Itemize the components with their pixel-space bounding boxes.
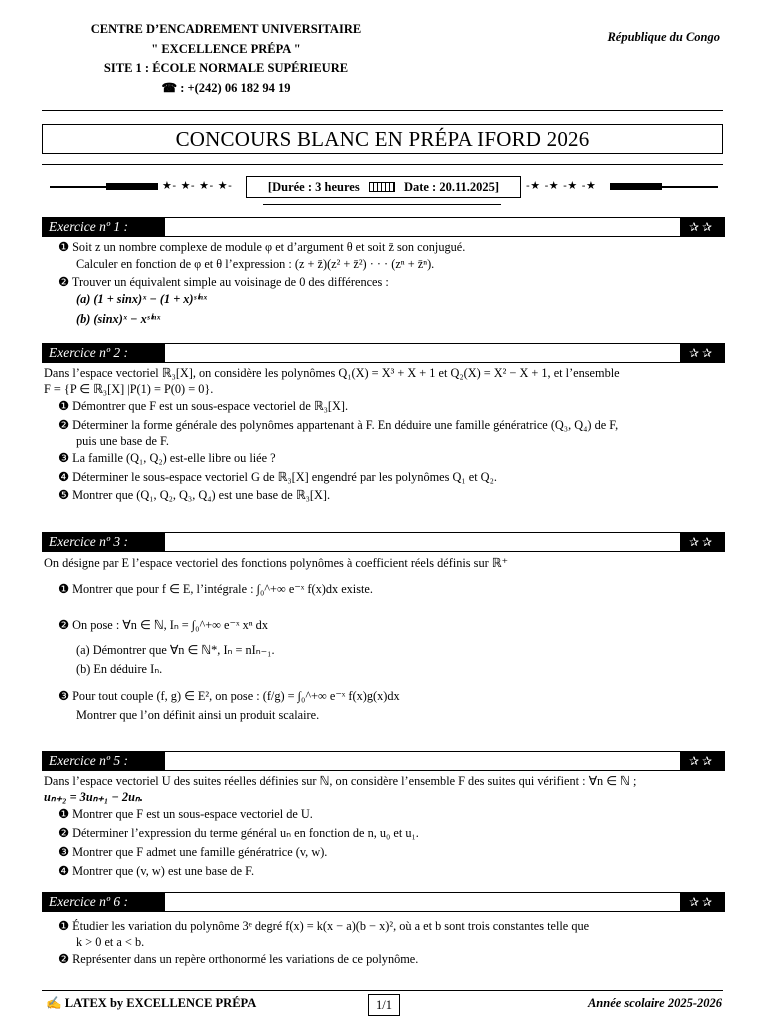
school-year: Année scolaire 2025-2026 — [587, 996, 722, 1010]
institution-header — [52, 20, 400, 98]
ex3-line-1: On désigne par E l’espace vectoriel des fonctions polynômes à coefficient réels définis sur ℝ⁺ — [44, 556, 509, 570]
banner-bar-right — [610, 183, 662, 190]
calendar-icon — [369, 182, 395, 192]
country-label: République du Congo — [607, 30, 720, 44]
ex3-line-4: (a) Démontrer que ∀n ∈ ℕ*, Iₙ = nIₙ₋₁. — [76, 643, 275, 657]
difficulty-stars-icon: ✰✰ — [680, 752, 724, 770]
difficulty-stars-icon: ✰✰ — [680, 533, 724, 551]
ex3-line-3: ❷ On pose : ∀n ∈ ℕ, Iₙ = ∫₀^+∞ e⁻ˣ xⁿ dx — [58, 618, 268, 632]
ex2-line-1: Dans l’espace vectoriel ℝ₃[X], on considère les polynômes Q₁(X) = X³ + X + 1 et Q₂(X) = X² − X + 1, et l’ensemble — [44, 366, 620, 380]
exercise-1-header — [42, 217, 725, 237]
ex2-line-8: ❺ Montrer que (Q₁, Q₂, Q₃, Q₄) est une base de ℝ₃[X]. — [58, 488, 331, 502]
ex3-line-7: Montrer que l’on définit ainsi un produit scalaire. — [76, 708, 320, 722]
site-name: SITE 1 : ÉCOLE NORMALE SUPÉRIEURE — [103, 61, 349, 75]
difficulty-stars-icon: ✰✰ — [680, 344, 724, 362]
ex1-line-3: ❷ Trouver un équivalent simple au voisinage de 0 des différences : — [58, 275, 389, 289]
ex5-line-6: ❹ Montrer que (v, w) est une base de F. — [58, 864, 255, 878]
ex2-line-6: ❸ La famille (Q₁, Q₂) est-elle libre ou liée ? — [58, 451, 276, 465]
banner-rule-right — [662, 186, 718, 188]
ex3-line-5: (b) En déduire Iₙ. — [76, 662, 163, 676]
exercise-5-header — [42, 751, 725, 771]
ex5-line-2: uₙ₊₂ = 3uₙ₊₁ − 2uₙ. — [44, 790, 143, 804]
footer-credit: ✍ LATEX by EXCELLENCE PRÉPA — [46, 996, 257, 1010]
difficulty-stars-icon: ✰✰ — [680, 218, 724, 236]
exercise-6-header — [42, 892, 725, 912]
exam-title: CONCOURS BLANC EN PRÉPA IFORD 2026 — [42, 124, 723, 154]
footer-divider — [42, 990, 723, 991]
exercise-2-header — [42, 343, 725, 363]
ex2-line-5: puis une base de F. — [76, 434, 169, 448]
exercise-1-label: Exercice nº 1 : — [43, 218, 165, 236]
exercise-3-header — [42, 532, 725, 552]
ex6-line-1: ❶ Étudier les variation du polynôme 3ᵉ degré f(x) = k(x − a)(b − x)², où a et b sont trois constantes telle que — [58, 919, 590, 933]
ex5-line-1: Dans l’espace vectoriel U des suites réelles définies sur ℕ, on considère l’ensemble F des suites qui vérifient : ∀n ∈ ℕ ; — [44, 774, 637, 788]
exam-date: Date : 20.11.2025] — [403, 180, 500, 194]
page-number: 1/1 — [368, 994, 400, 1016]
ex3-line-6: ❸ Pour tout couple (f, g) ∈ E², on pose : (f/g) = ∫₀^+∞ e⁻ˣ f(x)g(x)dx — [58, 689, 400, 703]
ex1-line-5: (b) (sinx)ˣ − xˢⁱⁿˣ — [76, 312, 161, 326]
ex5-line-4: ❷ Déterminer l’expression du terme général uₙ en fonction de n, u₀ et u₁. — [58, 826, 419, 840]
exercise-3-label: Exercice nº 3 : — [43, 533, 165, 551]
institution-subname: " EXCELLENCE PRÉPA " — [151, 41, 301, 56]
duration-underline — [263, 204, 501, 205]
ex6-line-3: ❷ Représenter dans un repère orthonormé les variations de ce polynôme. — [58, 952, 419, 966]
exercise-2-label: Exercice nº 2 : — [43, 344, 165, 362]
duration-banner — [50, 176, 718, 198]
banner-bar-left — [106, 183, 158, 190]
phone-number: ☎ : +(242) 06 182 94 19 — [161, 80, 291, 95]
exercise-6-label: Exercice nº 6 : — [43, 893, 165, 911]
ex2-line-3: ❶ Démontrer que F est un sous-espace vectoriel de ℝ₃[X]. — [58, 399, 349, 413]
ex1-line-1: ❶ Soit z un nombre complexe de module φ et d’argument θ et soit z̄ son conjugué. — [58, 240, 466, 254]
ex2-line-2: F = {P ∈ ℝ₃[X] |P(1) = P(0) = 0}. — [44, 382, 214, 396]
ex2-line-7: ❹ Déterminer le sous-espace vectoriel G de ℝ₃[X] engendré par les polynômes Q₁ et Q₂. — [58, 470, 497, 484]
ex1-line-4: (a) (1 + sinx)ˣ − (1 + x)ˢⁱⁿˣ — [76, 292, 208, 306]
title-divider — [42, 164, 723, 165]
institution-name: CENTRE D’ENCADREMENT UNIVERSITAIRE — [90, 22, 362, 36]
exercise-5-label: Exercice nº 5 : — [43, 752, 165, 770]
ex3-line-2: ❶ Montrer que pour f ∈ E, l’intégrale : ∫₀^+∞ e⁻ˣ f(x)dx existe. — [58, 582, 373, 596]
header-divider — [42, 110, 723, 111]
star-decoration-left: ★- ★- ★- ★- — [162, 179, 233, 192]
banner-rule-left — [50, 186, 106, 188]
star-decoration-right: -★ -★ -★ -★ — [526, 179, 597, 192]
difficulty-stars-icon: ✰✰ — [680, 893, 724, 911]
duration-label: [Durée : 3 heures — [267, 180, 360, 194]
ex5-line-3: ❶ Montrer que F est un sous-espace vectoriel de U. — [58, 807, 313, 821]
ex2-line-4: ❷ Déterminer la forme générale des polynômes appartenant à F. En déduire une famille génératrice (Q₃, Q₄) de F, — [58, 418, 619, 432]
ex1-line-2: Calculer en fonction de φ et θ l’expression : (z + z̄)(z² + z̄²) · · · (zⁿ + z̄ⁿ). — [76, 257, 435, 271]
ex5-line-5: ❸ Montrer que F admet une famille génératrice (v, w). — [58, 845, 328, 859]
duration-box — [246, 176, 521, 198]
ex6-line-2: k > 0 et a < b. — [76, 935, 145, 949]
